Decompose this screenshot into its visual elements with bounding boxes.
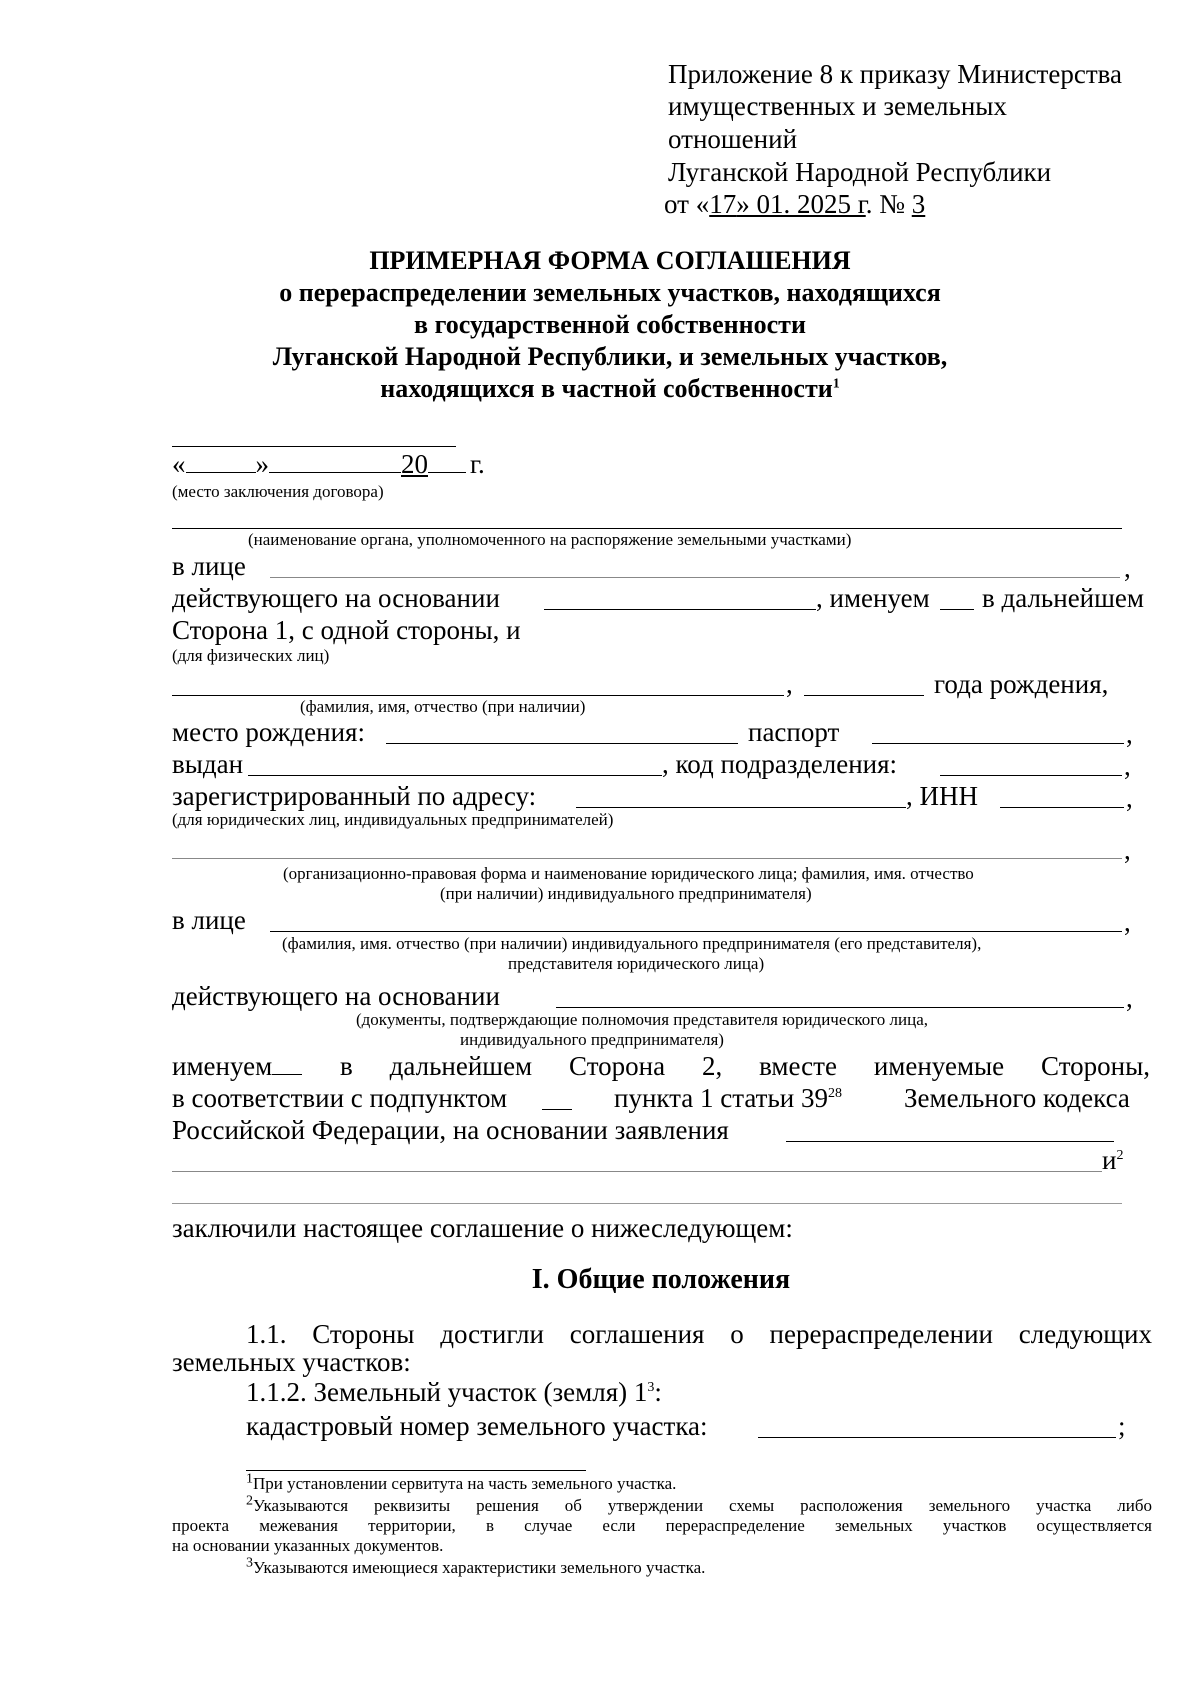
acting-basis-label: действующего на основании — [172, 583, 500, 613]
birth-place-blank[interactable] — [386, 743, 738, 744]
subpoint-b: пункта 1 статьи $39^{28}$ — [614, 1083, 842, 1113]
organ-caption: (наименование органа, уполномоченного на распоряжение земельными участками) — [248, 530, 852, 549]
basis-blank-1[interactable] — [544, 609, 816, 610]
birth-year-label: года рождения, — [934, 669, 1109, 699]
title-line-3: в государственной собственности — [414, 310, 806, 339]
comma-5: , — [1126, 783, 1133, 813]
in-person-label-1: в лице — [172, 551, 246, 581]
p112-text: 1.1.2. Земельный участок (земля) $1^3$: — [246, 1377, 662, 1407]
person-blank-1[interactable] — [270, 577, 1120, 578]
org-caption-2: (при наличии) индивидуального предпринимателя) — [440, 884, 812, 903]
subpoint-a: в соответствии с подпунктом — [172, 1083, 508, 1113]
comma-2: , — [786, 669, 793, 699]
comma-4: , — [1124, 751, 1131, 781]
inn-blank[interactable] — [1000, 807, 1124, 808]
semicolon: ; — [1118, 1411, 1126, 1441]
day-blank[interactable] — [186, 450, 256, 473]
inn-label: , ИНН — [906, 781, 978, 811]
fio-blank[interactable] — [172, 695, 784, 696]
issued-blank[interactable] — [248, 775, 662, 776]
subpoint-blank[interactable] — [542, 1109, 572, 1110]
cadastral-blank[interactable] — [758, 1437, 1116, 1438]
comma-7: , — [1124, 907, 1131, 937]
named2-ending-blank[interactable] — [272, 1052, 302, 1075]
header-line-4: Луганской Народной Республики — [668, 157, 1052, 187]
acting-basis-label-2: действующего на основании — [172, 981, 500, 1011]
footnote-2-line3: на основании указанных документов. — [172, 1536, 444, 1555]
p11-line1: 1.1. Стороны достигли соглашения о перераспределении следующих — [246, 1319, 1152, 1349]
month-blank[interactable] — [269, 450, 401, 473]
comma-6: , — [1124, 835, 1131, 865]
header-line-2: имущественных и земельных — [668, 91, 1007, 121]
federation-label: Российской Федерации, на основании заявления — [172, 1115, 729, 1145]
named2-label: именуем — [172, 1050, 302, 1082]
rep-caption-1: (фамилия, имя. отчество (при наличии) индивидуального предпринимателя (его представителя), — [282, 934, 982, 953]
place-caption: (место заключения договора) — [172, 482, 384, 501]
comma-8: , — [1126, 983, 1133, 1013]
division-code-label: , код подразделения: — [662, 749, 898, 779]
passport-label: паспорт — [748, 717, 840, 747]
registered-label: зарегистрированный по адресу: — [172, 781, 537, 811]
subpoint-c: Земельного кодекса — [904, 1083, 1130, 1113]
side1-label: Сторона 1, с одной стороны, и — [172, 615, 521, 645]
org-caption-1: (организационно-правовая форма и наименование юридического лица; фамилия, имя. отчество — [283, 864, 974, 883]
header-order-date: от «17» 01. 2025 г. № 3 — [664, 189, 926, 219]
comma-3: , — [1126, 719, 1133, 749]
individuals-caption: (для физических лиц) — [172, 646, 330, 665]
title-line-2: о перераспределении земельных участков, находящихся — [279, 278, 941, 307]
title-line-1: ПРИМЕРНАЯ ФОРМА СОГЛАШЕНИЯ — [369, 246, 851, 275]
cadastral-label: кадастровый номер земельного участка: — [246, 1411, 708, 1441]
footnote-separator — [246, 1470, 586, 1471]
concluded-text: заключили настоящее соглашение о нижеследующем: — [172, 1213, 793, 1243]
application-blank-2[interactable] — [172, 1171, 1102, 1172]
application-blank[interactable] — [786, 1141, 1114, 1142]
fio-caption: (фамилия, имя, отчество (при наличии) — [300, 697, 586, 716]
basis-blank-2[interactable] — [556, 1007, 1124, 1008]
header-line-1: Приложение 8 к приказу Министерства — [668, 59, 1123, 89]
comma-1: , — [1124, 553, 1131, 583]
contract-date: « » 20 г. — [172, 449, 485, 479]
in-person-label-2: в лице — [172, 905, 246, 935]
and-label: $и^2$ — [1102, 1145, 1124, 1175]
footnote-2-line1: $^2$Указываются реквизиты решения об утверждении схемы расположения земельного участка либо — [246, 1493, 1152, 1515]
docs-caption-1: (документы, подтверждающие полномочия представителя юридического лица, — [356, 1010, 929, 1029]
header-line-3: отношений — [668, 124, 798, 154]
organ-blank[interactable] — [172, 528, 1122, 529]
address-blank[interactable] — [576, 807, 906, 808]
footnote-ref-1: 1 — [832, 376, 840, 392]
title-line-5: находящихся в частной собственности$^1$ — [380, 374, 840, 403]
passport-blank[interactable] — [872, 743, 1124, 744]
title-line-4: Луганской Народной Республики, и земельных участков, — [272, 342, 948, 371]
in-further-label: в дальнейшем — [982, 583, 1144, 613]
named-label: , именуем — [816, 583, 930, 613]
year-blank[interactable] — [428, 450, 466, 473]
docs-caption-2: индивидуального предпринимателя) — [460, 1030, 724, 1049]
footnote-2-line2: проекта межевания территории, в случае если перераспределение земельных участков осуществляется — [172, 1516, 1152, 1535]
birth-place-label: место рождения: — [172, 717, 365, 747]
rep-caption-2: представителя юридического лица) — [508, 954, 765, 973]
division-code-blank[interactable] — [940, 775, 1122, 776]
legal-caption: (для юридических лиц, индивидуальных предпринимателей) — [172, 810, 614, 829]
section1-heading: I. Общие положения — [531, 1264, 791, 1295]
place-blank[interactable] — [172, 446, 456, 447]
named-ending-blank[interactable] — [940, 609, 974, 610]
birth-year-blank[interactable] — [804, 695, 924, 696]
footnote-3: $^3$Указываются имеющиеся характеристики земельного участка. — [246, 1555, 706, 1577]
person-blank-2[interactable] — [270, 931, 1122, 932]
p11-line2: земельных участков: — [172, 1347, 411, 1377]
footnote-1: $^1$При установлении сервитута на часть земельного участка. — [246, 1471, 677, 1493]
issued-label: выдан — [172, 749, 244, 779]
footnote-ref-3: 3 — [647, 1380, 655, 1395]
footnote-ref-2: 2 — [1116, 1148, 1124, 1163]
named2-text: в дальнейшем Сторона 2, вместе именуемые Стороны, — [340, 1051, 1150, 1081]
application-blank-3[interactable] — [172, 1203, 1122, 1204]
org-blank[interactable] — [172, 858, 1122, 859]
